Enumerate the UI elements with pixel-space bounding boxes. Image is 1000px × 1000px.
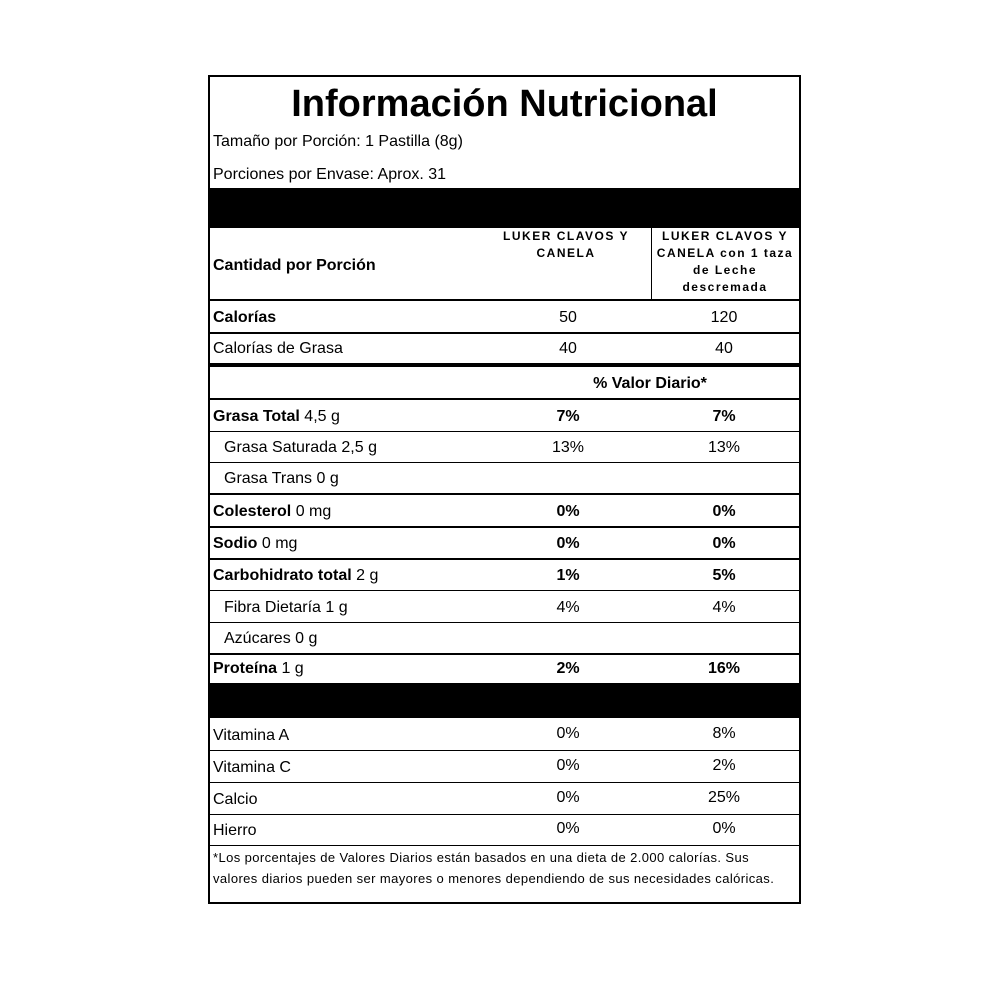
calories-fat-col1: 40 — [559, 340, 577, 357]
nutrient-col1: 7% — [556, 408, 580, 425]
black-bar-top — [210, 188, 799, 228]
page-title: Información Nutricional — [291, 83, 718, 125]
footnote-row — [210, 845, 799, 904]
black-bar-middle — [210, 683, 799, 718]
nutrient-name: Grasa Saturada 2,5 g — [224, 439, 377, 456]
nutrient-row — [210, 558, 799, 590]
vitamin-row — [210, 718, 799, 750]
nutrient-row — [210, 622, 799, 653]
column-separator — [651, 228, 652, 300]
nutrient-amount: 2 g — [351, 567, 379, 584]
nutrient-row — [210, 431, 799, 462]
column-header-product-with-milk: LUKER CLAVOS Y CANELA con 1 taza de Leche descremada — [656, 229, 794, 294]
daily-value-header: % Valor Diario* — [593, 375, 707, 392]
daily-value-header-row — [210, 363, 799, 398]
vitamin-row — [210, 750, 799, 782]
nutrient-name: Sodio — [213, 535, 258, 552]
vitamin-col1: 0% — [556, 725, 580, 742]
nutrient-col2: 0% — [712, 535, 736, 552]
vitamin-col2: 25% — [707, 789, 741, 806]
calories-col1: 50 — [559, 309, 577, 326]
vitamin-name: Vitamina C — [213, 759, 291, 776]
vitamin-col1: 0% — [556, 757, 580, 774]
nutrient-row — [210, 526, 799, 558]
nutrient-name: Grasa Total — [213, 408, 300, 425]
nutrient-row — [210, 462, 799, 493]
vitamin-name: Vitamina A — [213, 727, 290, 744]
vitamin-col2: 0% — [712, 820, 736, 837]
vitamin-row — [210, 814, 799, 845]
vitamin-col2: 2% — [712, 757, 736, 774]
vitamin-col2: 8% — [712, 725, 736, 742]
vitamin-name: Calcio — [213, 791, 258, 808]
vitamin-row — [210, 782, 799, 814]
nutrient-col2: 13% — [707, 439, 741, 456]
nutrient-row — [210, 398, 799, 431]
nutrient-amount: 1 g — [277, 660, 304, 677]
calories-fat-row — [210, 332, 799, 363]
calories-row — [210, 299, 799, 332]
nutrient-row — [210, 653, 799, 683]
nutrient-name: Grasa Trans 0 g — [224, 470, 339, 487]
nutrient-amount: 0 mg — [257, 535, 298, 552]
nutrient-row — [210, 590, 799, 622]
nutrient-col1: 4% — [556, 599, 580, 616]
column-header-row — [210, 228, 799, 303]
nutrient-col1: 1% — [556, 567, 580, 584]
nutrient-col1: 0% — [556, 503, 580, 520]
nutrient-name: Carbohidrato total — [213, 567, 352, 584]
nutrient-col2: 4% — [712, 599, 736, 616]
nutrient-name: Azúcares 0 g — [224, 630, 318, 647]
footnote: *Los porcentajes de Valores Diarios están basados en una dieta de 2.000 calorías. Sus valores diarios pueden ser mayores o menores dependiendo de sus necesidades calóricas. — [213, 850, 775, 886]
vitamin-col1: 0% — [556, 789, 580, 806]
nutrient-name: Fibra Dietaría 1 g — [224, 599, 348, 616]
nutrient-row — [210, 493, 799, 526]
nutrient-name: Colesterol — [213, 503, 292, 520]
nutrient-amount: 0 mg — [291, 503, 332, 520]
nutrient-col1: 0% — [556, 535, 580, 552]
nutrition-facts-panel — [208, 75, 801, 904]
calories-fat-col2: 40 — [715, 340, 733, 357]
nutrient-col1: 2% — [556, 660, 580, 677]
column-header-product: LUKER CLAVOS Y CANELA — [503, 229, 629, 260]
nutrient-amount: 4,5 g — [299, 408, 340, 425]
calories-col2: 120 — [710, 309, 738, 326]
amount-per-serving-label: Cantidad por Porción — [213, 257, 376, 274]
nutrient-col2: 16% — [707, 660, 741, 677]
nutrient-col2: 5% — [712, 567, 736, 584]
vitamin-name: Hierro — [213, 822, 257, 839]
vitamin-col1: 0% — [556, 820, 580, 837]
nutrient-col2: 0% — [712, 503, 736, 520]
calories-fat-label: Calorías de Grasa — [213, 340, 343, 357]
servings-per-container: Porciones por Envase: Aprox. 31 — [213, 166, 447, 183]
nutrient-name: Proteína — [213, 660, 278, 677]
calories-label: Calorías — [213, 309, 277, 326]
nutrient-col1: 13% — [551, 439, 585, 456]
serving-size: Tamaño por Porción: 1 Pastilla (8g) — [213, 133, 463, 150]
nutrient-col2: 7% — [712, 408, 736, 425]
